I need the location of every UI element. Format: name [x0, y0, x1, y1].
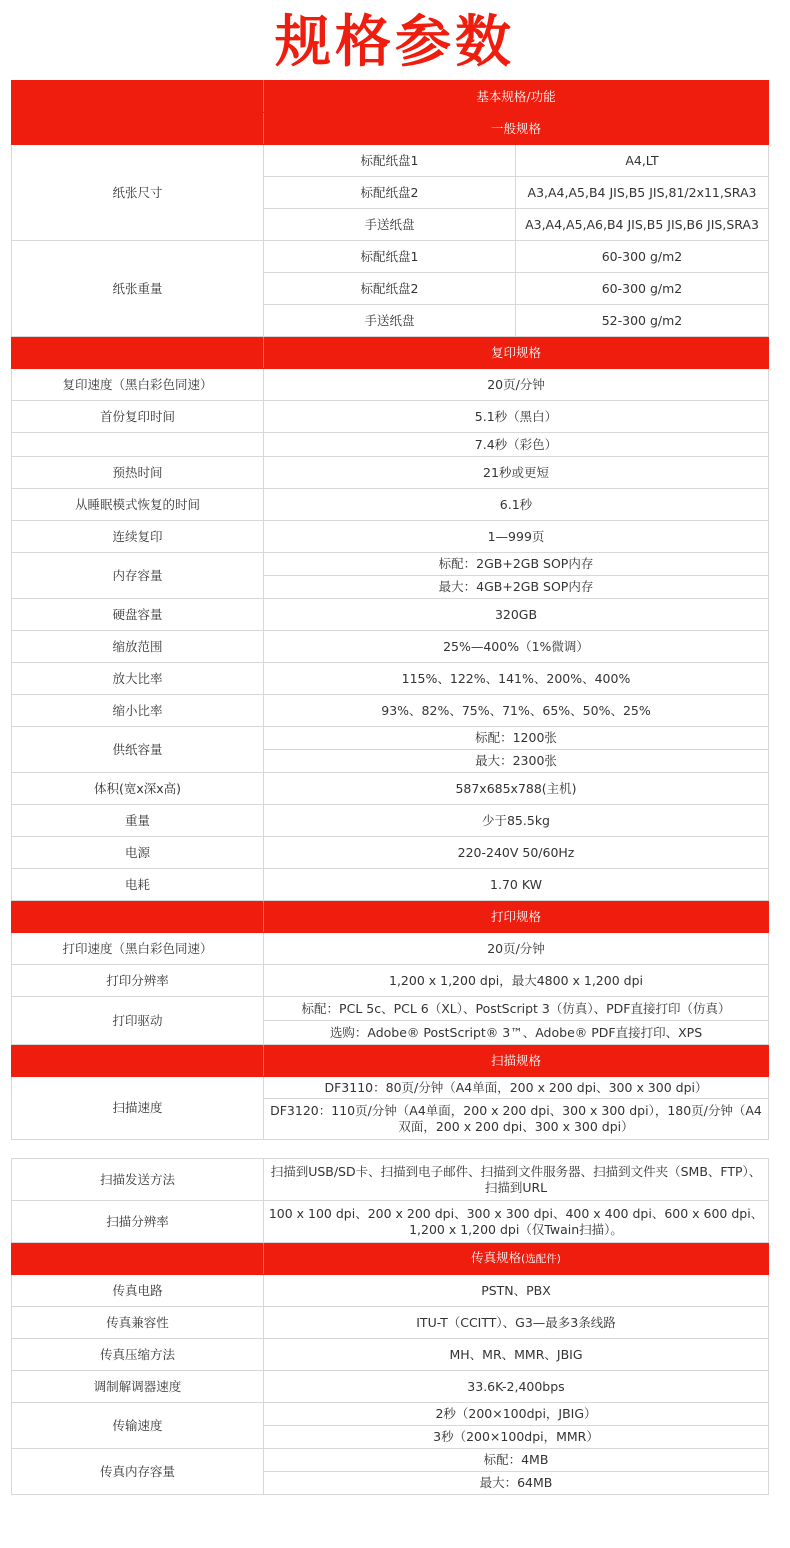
row-value: 20页/分钟 [264, 933, 769, 965]
table-row [12, 433, 769, 457]
tray-label: 标配纸盘2 [264, 177, 516, 209]
table-row [12, 1307, 769, 1339]
row-value: 5.1秒（黑白） [264, 401, 769, 433]
row-label: 连续复印 [12, 521, 264, 553]
row-label: 从睡眠模式恢复的时间 [12, 489, 264, 521]
table-row [12, 599, 769, 631]
section-title: 基本规格/功能 [264, 81, 769, 113]
row-label: 体积(宽x深x高) [12, 773, 264, 805]
section-title-note: (选配件) [521, 1253, 561, 1265]
row-label: 电耗 [12, 869, 264, 901]
row-value: 587x685x788(主机) [264, 773, 769, 805]
row-value: 1—999页 [264, 521, 769, 553]
table-row [12, 1275, 769, 1307]
row-value: 选购：Adobe® PostScript® 3™、Adobe® PDF直接打印、XPS [264, 1021, 769, 1045]
section-header-print [12, 901, 769, 933]
row-label: 打印驱动 [12, 997, 264, 1045]
row-value: 最大：64MB [264, 1472, 769, 1495]
row-label: 扫描发送方法 [12, 1159, 264, 1201]
row-value: 标配：4MB [264, 1449, 769, 1472]
table-row [12, 553, 769, 576]
table-row [12, 1403, 769, 1426]
tray-label: 标配纸盘1 [264, 241, 516, 273]
row-value: 7.4秒（彩色） [264, 433, 769, 457]
table-row [12, 869, 769, 901]
row-label: 传真兼容性 [12, 1307, 264, 1339]
row-value: 220-240V 50/60Hz [264, 837, 769, 869]
table-row [12, 1371, 769, 1403]
table-row [12, 805, 769, 837]
section-header-scan [12, 1045, 769, 1077]
row-value: 最大：4GB+2GB SOP内存 [264, 576, 769, 599]
row-label-empty [12, 433, 264, 457]
section-title: 打印规格 [264, 901, 769, 933]
table-row [12, 1159, 769, 1201]
section-title [264, 1243, 769, 1275]
row-value: ITU-T（CCITT）、G3—最多3条线路 [264, 1307, 769, 1339]
row-value: 1.70 KW [264, 869, 769, 901]
row-value: 标配：PCL 5c、PCL 6（XL）、PostScript 3（仿真）、PDF直接打印（仿真） [264, 997, 769, 1021]
row-label: 纸张重量 [12, 241, 264, 337]
row-value: 最大：2300张 [264, 750, 769, 773]
spec-table-secondary [11, 1158, 769, 1495]
row-label: 打印分辨率 [12, 965, 264, 997]
row-label: 纸张尺寸 [12, 145, 264, 241]
tray-label: 手送纸盘 [264, 209, 516, 241]
row-label: 电源 [12, 837, 264, 869]
row-label: 硬盘容量 [12, 599, 264, 631]
row-value: 115%、122%、141%、200%、400% [264, 663, 769, 695]
row-value: 33.6K-2,400bps [264, 1371, 769, 1403]
row-label: 重量 [12, 805, 264, 837]
row-value: 25%—400%（1%微调） [264, 631, 769, 663]
row-value: 60-300 g/m2 [516, 241, 769, 273]
table-row [12, 1201, 769, 1243]
row-value: 20页/分钟 [264, 369, 769, 401]
row-label: 预热时间 [12, 457, 264, 489]
table-row [12, 837, 769, 869]
table-row [12, 663, 769, 695]
table-row [12, 997, 769, 1021]
row-value: PSTN、PBX [264, 1275, 769, 1307]
row-value: 52-300 g/m2 [516, 305, 769, 337]
row-value: 标配：2GB+2GB SOP内存 [264, 553, 769, 576]
row-label: 缩放范围 [12, 631, 264, 663]
tray-label: 标配纸盘2 [264, 273, 516, 305]
table-row [12, 241, 769, 273]
row-label: 首份复印时间 [12, 401, 264, 433]
section-header-copy [12, 337, 769, 369]
table-row [12, 1449, 769, 1472]
section-title-text: 传真规格 [471, 1250, 522, 1265]
row-label: 放大比率 [12, 663, 264, 695]
table-row [12, 695, 769, 727]
row-label: 缩小比率 [12, 695, 264, 727]
table-row [12, 631, 769, 663]
table-row [12, 521, 769, 553]
row-value: 少于85.5kg [264, 805, 769, 837]
table-row [12, 145, 769, 177]
table-row [12, 489, 769, 521]
table-row [12, 1339, 769, 1371]
row-value: A3,A4,A5,B4 JIS,B5 JIS,81/2x11,SRA3 [516, 177, 769, 209]
row-value: 标配：1200张 [264, 727, 769, 750]
row-label: 传输速度 [12, 1403, 264, 1449]
row-label: 传真内存容量 [12, 1449, 264, 1495]
row-label: 扫描分辨率 [12, 1201, 264, 1243]
row-value: 2秒（200×100dpi，JBIG） [264, 1403, 769, 1426]
row-label: 传真电路 [12, 1275, 264, 1307]
row-value: MH、MR、MMR、JBIG [264, 1339, 769, 1371]
table-row [12, 933, 769, 965]
table-row [12, 965, 769, 997]
row-value: A3,A4,A5,A6,B4 JIS,B5 JIS,B6 JIS,SRA3 [516, 209, 769, 241]
table-row [12, 1077, 769, 1099]
row-value: 93%、82%、75%、71%、65%、50%、25% [264, 695, 769, 727]
table-row [12, 369, 769, 401]
row-value: 扫描到USB/SD卡、扫描到电子邮件、扫描到文件服务器、扫描到文件夹（SMB、FTP）、扫描到URL [264, 1159, 769, 1201]
section-title: 复印规格 [264, 337, 769, 369]
spec-table-main [11, 80, 769, 1140]
row-value: 1,200 x 1,200 dpi，最大4800 x 1,200 dpi [264, 965, 769, 997]
row-label: 供纸容量 [12, 727, 264, 773]
section-header-basic [12, 81, 769, 113]
section-header-fax [12, 1243, 769, 1275]
row-label: 调制解调器速度 [12, 1371, 264, 1403]
table-row [12, 401, 769, 433]
row-value: 6.1秒 [264, 489, 769, 521]
row-value: DF3120：110页/分钟（A4单面，200 x 200 dpi、300 x 300 dpi），180页/分钟（A4双面，200 x 200 dpi、300 x 300 dpi） [264, 1099, 769, 1140]
row-label: 扫描速度 [12, 1077, 264, 1140]
section-title: 扫描规格 [264, 1045, 769, 1077]
row-label: 传真压缩方法 [12, 1339, 264, 1371]
row-value: 21秒或更短 [264, 457, 769, 489]
table-row [12, 457, 769, 489]
section-header-general [12, 113, 769, 145]
row-value: 3秒（200×100dpi，MMR） [264, 1426, 769, 1449]
table-row [12, 773, 769, 805]
tray-label: 手送纸盘 [264, 305, 516, 337]
section-title: 一般规格 [264, 113, 769, 145]
table-row [12, 727, 769, 750]
tray-label: 标配纸盘1 [264, 145, 516, 177]
row-value: 100 x 100 dpi、200 x 200 dpi、300 x 300 dpi、400 x 400 dpi、600 x 600 dpi、1,200 x 1,200 dpi（仅Twain扫描）。 [264, 1201, 769, 1243]
row-value: A4,LT [516, 145, 769, 177]
row-label: 复印速度（黑白彩色同速） [12, 369, 264, 401]
row-value: 60-300 g/m2 [516, 273, 769, 305]
row-value: DF3110：80页/分钟（A4单面，200 x 200 dpi、300 x 300 dpi） [264, 1077, 769, 1099]
row-label: 打印速度（黑白彩色同速） [12, 933, 264, 965]
row-value: 320GB [264, 599, 769, 631]
row-label: 内存容量 [12, 553, 264, 599]
page-title: 规格参数 [275, 10, 515, 75]
